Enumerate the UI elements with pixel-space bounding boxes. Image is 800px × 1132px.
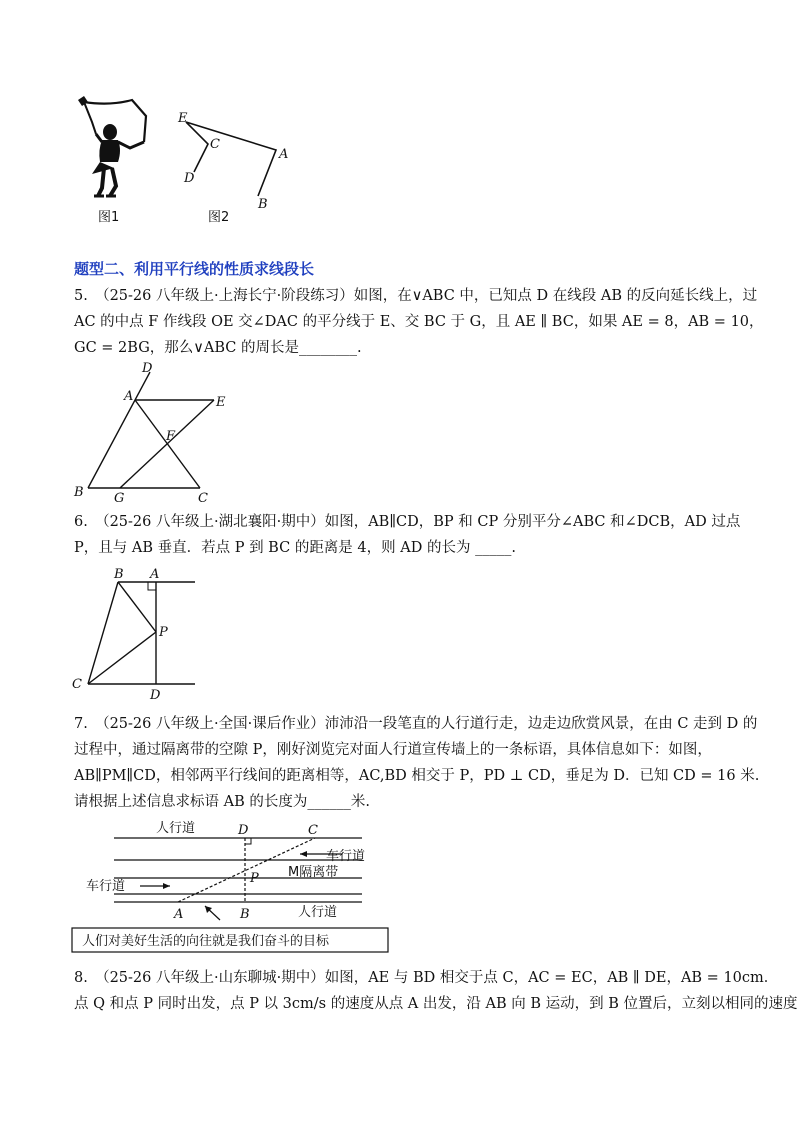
problem-7-line-3: AB∥PM∥CD，相邻两平行线间的距离相等，AC,BD 相交于 P，PD ⊥ CD，垂足为 D．已知 CD = 16 米. <box>74 768 760 784</box>
problem-5-line-1: 5. （25-26 八年级上·上海长宁·阶段练习）如图，在∨ABC 中，已知点 D 在线段 AB 的反向延长线上，过 <box>74 288 758 304</box>
label-F: F <box>166 429 176 444</box>
figure-1 <box>70 92 160 222</box>
label-E: E <box>216 395 226 410</box>
slogan-text: 人们对美好生活的向往就是我们奋斗的目标 <box>82 934 330 949</box>
section-title: 题型二、利用平行线的性质求线段长 <box>74 260 315 278</box>
label-G: G <box>114 491 125 505</box>
problem-7-line-4: 请根据上述信息求标语 AB 的长度为______米. <box>74 794 370 810</box>
label-D: D <box>150 688 161 702</box>
figure-1-caption: 图1 <box>98 210 120 225</box>
lane-left-label: 车行道 <box>86 879 126 894</box>
problem-6-line-1: 6. （25-26 八年级上·湖北襄阳·期中）如图，AB∥CD，BP 和 CP 分别平分∠ABC 和∠DCB，AD 过点 <box>74 514 741 530</box>
label-B: B <box>114 567 124 582</box>
label-C: C <box>210 137 220 152</box>
figure-2-caption: 图2 <box>208 210 230 225</box>
label-B: B <box>258 197 268 212</box>
median-label: M隔离带 <box>288 865 339 880</box>
label-D: D <box>238 823 249 838</box>
label-P: P <box>159 625 168 640</box>
figure-2 <box>172 104 292 214</box>
label-D: D <box>142 361 153 376</box>
problem-7-line-2: 过程中，通过隔离带的空隙 P，刚好浏览完对面人行道宣传墙上的一条标语，具体信息如下：如图， <box>74 742 712 758</box>
problem-5-figure <box>70 360 240 505</box>
lane-right-label: 车行道 <box>326 849 366 864</box>
label-E: E <box>178 111 188 126</box>
label-C: C <box>198 491 208 505</box>
label-B: B <box>74 485 84 500</box>
label-A: A <box>124 389 134 404</box>
label-A: A <box>150 567 160 582</box>
problem-6-figure <box>70 562 205 702</box>
problem-5-line-2: AC 的中点 F 作线段 OE 交∠DAC 的平分线于 E、交 BC 于 G，且 AE ∥ BC，如果 AE = 8，AB = 10， <box>74 314 764 330</box>
problem-8-line-2: 点 Q 和点 P 同时出发，点 P 以 3cm/s 的速度从点 A 出发，沿 AB 向 B 运动，到 B 位置后，立刻以相同的速度 <box>74 996 798 1012</box>
sidewalk-bottom-label: 人行道 <box>298 905 338 920</box>
sidewalk-top-label: 人行道 <box>156 821 196 836</box>
label-D: D <box>184 171 195 186</box>
label-B: B <box>240 907 250 922</box>
problem-5-line-3: GC = 2BG，那么∨ABC 的周长是________. <box>74 340 362 356</box>
label-A: A <box>279 147 289 162</box>
label-C: C <box>308 823 318 838</box>
dancer-illustration <box>70 92 160 222</box>
problem-7-figure <box>70 814 400 956</box>
problem-8-line-1: 8. （25-26 八年级上·山东聊城·期中）如图，AE 与 BD 相交于点 C，AC = EC，AB ∥ DE，AB = 10cm． <box>74 970 779 986</box>
label-A: A <box>174 907 184 922</box>
label-C: C <box>72 677 82 692</box>
problem-7-line-1: 7. （25-26 八年级上·全国·课后作业）沛沛沿一段笔直的人行道行走，边走边欣赏风景，在由 C 走到 D 的 <box>74 716 758 732</box>
label-P: P <box>250 871 259 886</box>
problem-6-line-2: P，且与 AB 垂直．若点 P 到 BC 的距离是 4，则 AD 的长为 _____. <box>74 540 516 556</box>
